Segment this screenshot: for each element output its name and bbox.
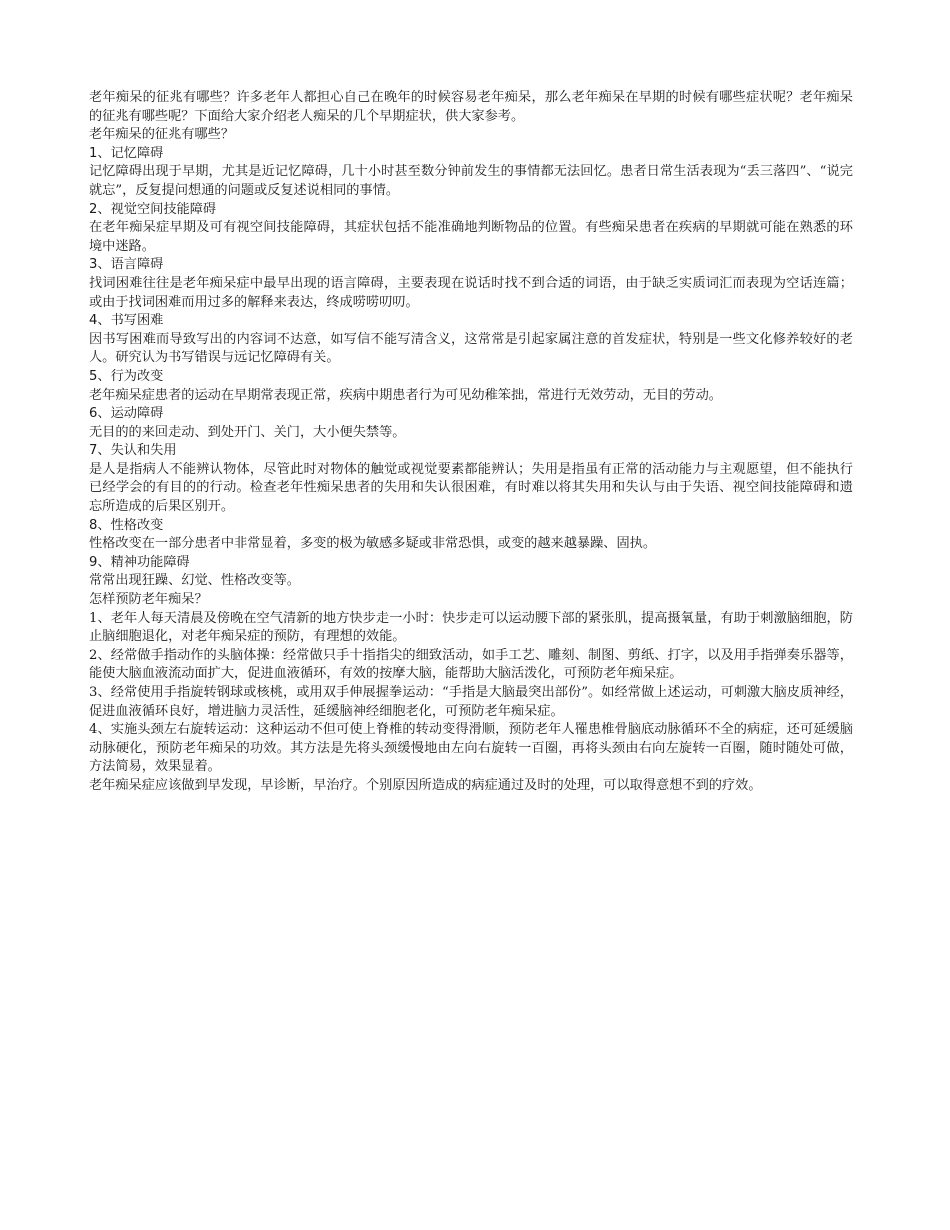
symptom-text-2: 在老年痴呆症早期及可有视空间技能障碍，其症状包括不能准确地判断物品的位置。有些痴呆患者在疾病的早期就可能在熟悉的环境中迷路。 (89, 220, 853, 254)
symptom-text-1: 记忆障碍出现于早期，尤其是近记忆障碍，几十小时甚至数分钟前发生的事情都无法回忆。患者日常生活表现为“丢三落四”、“说完就忘”，反复提问想通的问题或反复述说相同的事情。 (89, 164, 853, 198)
symptom-heading-6: 6、运动障碍 (89, 406, 164, 422)
symptom-heading-7: 7、失认和失用 (89, 443, 177, 459)
symptom-text-4: 因书写困难而导致写出的内容词不达意，如写信不能写清含义，这常常是引起家属注意的首发症状，特别是一些文化修养较好的老人。研究认为书写错误与远记忆障碍有关。 (89, 331, 853, 366)
symptom-text-7: 是人是指病人不能辨认物体，尽管此时对物体的触觉或视觉要素都能辨认；失用是指虽有正常的活动能力与主观愿望，但不能执行已经学会的有目的的行动。检查老年性痴呆患者的失用和失认很困难，有时难以将其失用和失认与由于失语、视空间技能障碍和遗忘所造成的后果区别开。 (89, 461, 853, 515)
symptom-text-5: 老年痴呆症患者的运动在早期常表现正常，疾病中期患者行为可见幼稚笨拙，常进行无效劳动，无目的劳动。 (89, 387, 722, 403)
section-title-symptoms: 老年痴呆的征兆有哪些？ (89, 127, 235, 143)
symptom-heading-9: 9、精神功能障碍 (89, 554, 190, 570)
symptom-heading-4: 4、书写困难 (89, 313, 164, 329)
prevention-item-4: 4、实施头颈左右旋转运动：这种运动不但可使上脊椎的转动变得滑顺，预防老年人罹患椎骨脑底动脉循环不全的病症，还可延缓脑动脉硬化，预防老年痴呆的功效。其方法是先将头颈缓慢地由左向右旋转一百圈，再将头颈由右向左旋转一百圈，随时随处可做，方法简易，效果显着。 (89, 722, 853, 775)
symptom-heading-2: 2、视觉空间技能障碍 (89, 201, 217, 217)
symptom-text-8: 性格改变在一部分患者中非常显着，多变的极为敏感多疑或非常恐惧，或变的越来越暴躁、固执。 (89, 536, 657, 552)
conclusion-paragraph: 老年痴呆症应该做到早发现，早诊断，早治疗。个别原因所造成的病症通过及时的处理，可以取得意想不到的疗效。 (89, 777, 762, 793)
intro-paragraph: 老年痴呆的征兆有哪些？许多老年人都担心自己在晚年的时候容易老年痴呆，那么老年痴呆在早期的时候有哪些症状呢？老年痴呆的征兆有哪些呢？下面给大家介绍老人痴呆的几个早期症状，供大家参考。 (89, 90, 853, 124)
symptom-heading-3: 3、语言障碍 (89, 257, 164, 273)
symptom-heading-8: 8、性格改变 (89, 517, 164, 533)
symptom-text-6: 无目的的来回走动、到处开门、关门，大小便失禁等。 (89, 424, 406, 440)
prevention-item-2: 2、经常做手指动作的头脑体操：经常做只手十指指尖的细致活动，如手工艺、雕刻、制图、剪纸、打字，以及用手指弹奏乐器等，能使大脑血液流动面扩大，促进血液循环，有效的按摩大脑，能帮助大脑活泼化，可预防老年痴呆症。 (89, 647, 853, 682)
symptom-heading-1: 1、记忆障碍 (89, 145, 164, 161)
prevention-item-3: 3、经常使用手指旋转钢球或核桃，或用双手伸展握拳运动：“手指是大脑最突出部份”。如经常做上述运动，可刺激大脑皮质神经，促进血液循环良好，增进脑力灵活性，延缓脑神经细胞老化，可预防老年痴呆症。 (89, 685, 853, 719)
symptom-text-9: 常常出现狂躁、幻觉、性格改变等。 (89, 573, 300, 589)
symptom-text-3: 找词困难往往是老年痴呆症中最早出现的语言障碍，主要表现在说话时找不到合适的词语，由于缺乏实质词汇而表现为空话连篇；或由于找词困难而用过多的解释来表达，终成唠唠叨叨。 (89, 275, 853, 310)
section-title-prevention: 怎样预防老年痴呆？ (89, 592, 208, 608)
prevention-item-1: 1、老年人每天清晨及傍晚在空气清新的地方快步走一小时：快步走可以运动腰下部的紧张肌，提高摄氧量，有助于刺激脑细胞，防止脑细胞退化，对老年痴呆症的预防，有理想的效能。 (89, 610, 853, 645)
symptom-heading-5: 5、行为改变 (89, 368, 164, 384)
article-body (89, 89, 853, 796)
